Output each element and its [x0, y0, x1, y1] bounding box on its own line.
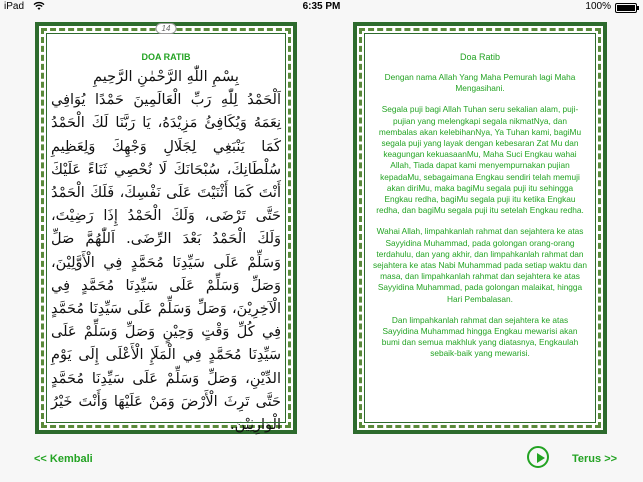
arabic-page — [35, 22, 297, 434]
arabic-text-block — [51, 66, 281, 437]
translation-paragraph: Segala puji bagi Allah Tuhan seru sekalian alam, puji-pujian yang melengkapi segala nikmatNya, dan membalas akan kelebihanNya, Ya Tuhan kami, bagiMu segala puji yang layak dengan kebesaran Zat Mu dan keagungan kekuasaanMu, Maha Suci Engkau wahai Allah, Tiada dapat kami menyempurnakan pujian kepadaMu, sebagaimana Engkau sendiri telah memuji akan diriMu, maka bagiMu segala puji itu sehingga Engkau redha, bagiMu segala puji itu ketika Engkau redha, dan bagiMu segala puji itu setelah Engkau redha. — [376, 104, 584, 216]
carrier-label: iPad — [4, 1, 25, 12]
translation-paragraph: Dan limpahkanlah rahmat dan sejahtera ke atas Sayyidina Muhammad hingga Engkau mewarisi akan bumi dan semua makhluk yang diatasnya, Engkaulah sebaik-baik yang mewarisi. — [381, 314, 579, 359]
page-title: DOA RATIB — [141, 52, 191, 62]
translation-title: Doa Ratib — [459, 52, 501, 62]
battery-icon — [615, 3, 637, 13]
play-button[interactable] — [527, 446, 549, 468]
arabic-prayer-text: اَلْحَمْدُ لِلّٰهِ رَبِّ الْعَالَمِينَ حَمْدًا يُوَافِي نِعَمَهُ وَيُكَافِئُ مَزِيْدَهُ، يَا رَبَّنَا لَكَ الْحَمْدُ كَمَا يَنْبَغِي لِجَلَالِ وَجْهِكَ وَلِعَظِيمِ سُلْطَانِكَ، سُبْحَانَكَ لَا نُحْصِي ثَنَاءً عَلَيْكَ أَنْتَ كَمَا أَثْنَيْتَ عَلَى نَفْسِكَ، فَلَكَ الْحَمْدُ حَتَّى تَرْضَى، وَلَكَ الْحَمْدُ إِذَا رَضِيْتَ، وَلَكَ الْحَمْدُ بَعْدَ الرِّضَى. اَللّٰهُمَّ صَلِّ وَسَلِّمْ عَلَى سَيِّدِنَا مُحَمَّدٍ فِي الْأَوَّلِيْنَ، وَصَلِّ وَسَلِّمْ عَلَى سَيِّدِنَا مُحَمَّدٍ فِي الْآخِرِيْنَ، وَصَلِّ وَسَلِّمْ عَلَى سَيِّدِنَا مُحَمَّدٍ فِي كُلِّ وَقْتٍ وَحِيْنٍ وَصَلِّ وَسَلِّمْ عَلَى سَيِّدِنَا مُحَمَّدٍ فِي الْمَلَإِ الْأَعْلَى إِلَى يَوْمِ الدِّيْنِ، وَصَلِّ وَسَلِّمْ عَلَى سَيِّدِنَا مُحَمَّدٍ حَتَّى تَرِثَ الْأَرْضَ وَمَنْ عَلَيْهَا وَأَنْتَ خَيْرُ الْوَارِثِيْنَ. — [51, 92, 281, 434]
page-number: 14 — [156, 23, 177, 34]
bismillah: بِسْمِ اللّٰهِ الرَّحْمٰنِ الرَّحِيمِ — [93, 69, 239, 85]
translation-paragraph: Dengan nama Allah Yang Maha Pemurah lagi Maha Mengasihani. — [384, 72, 576, 94]
battery-percent: 100% — [585, 1, 611, 12]
play-icon — [537, 453, 545, 463]
translation-page — [353, 22, 607, 434]
status-bar — [0, 0, 643, 14]
translation-paragraph: Wahai Allah, limpahkanlah rahmat dan sejahtera ke atas Sayyidina Muhammad, pada golongan orang-orang terdahulu, dan yang akhir, dan limpahkanlah rahmat dan sejahtera ke atas Nabi Muhammad pada setiap waktu dan masa, dan limpahkanlah rahmat dan sejahtera ke atas Sayyidina Muhammad, pada golongan malaikat, hingga Hari Pembalasan. — [373, 226, 588, 304]
clock: 6:35 PM — [302, 1, 341, 12]
next-button[interactable]: Terus >> — [572, 453, 618, 465]
back-button[interactable]: << Kembali — [34, 453, 93, 465]
